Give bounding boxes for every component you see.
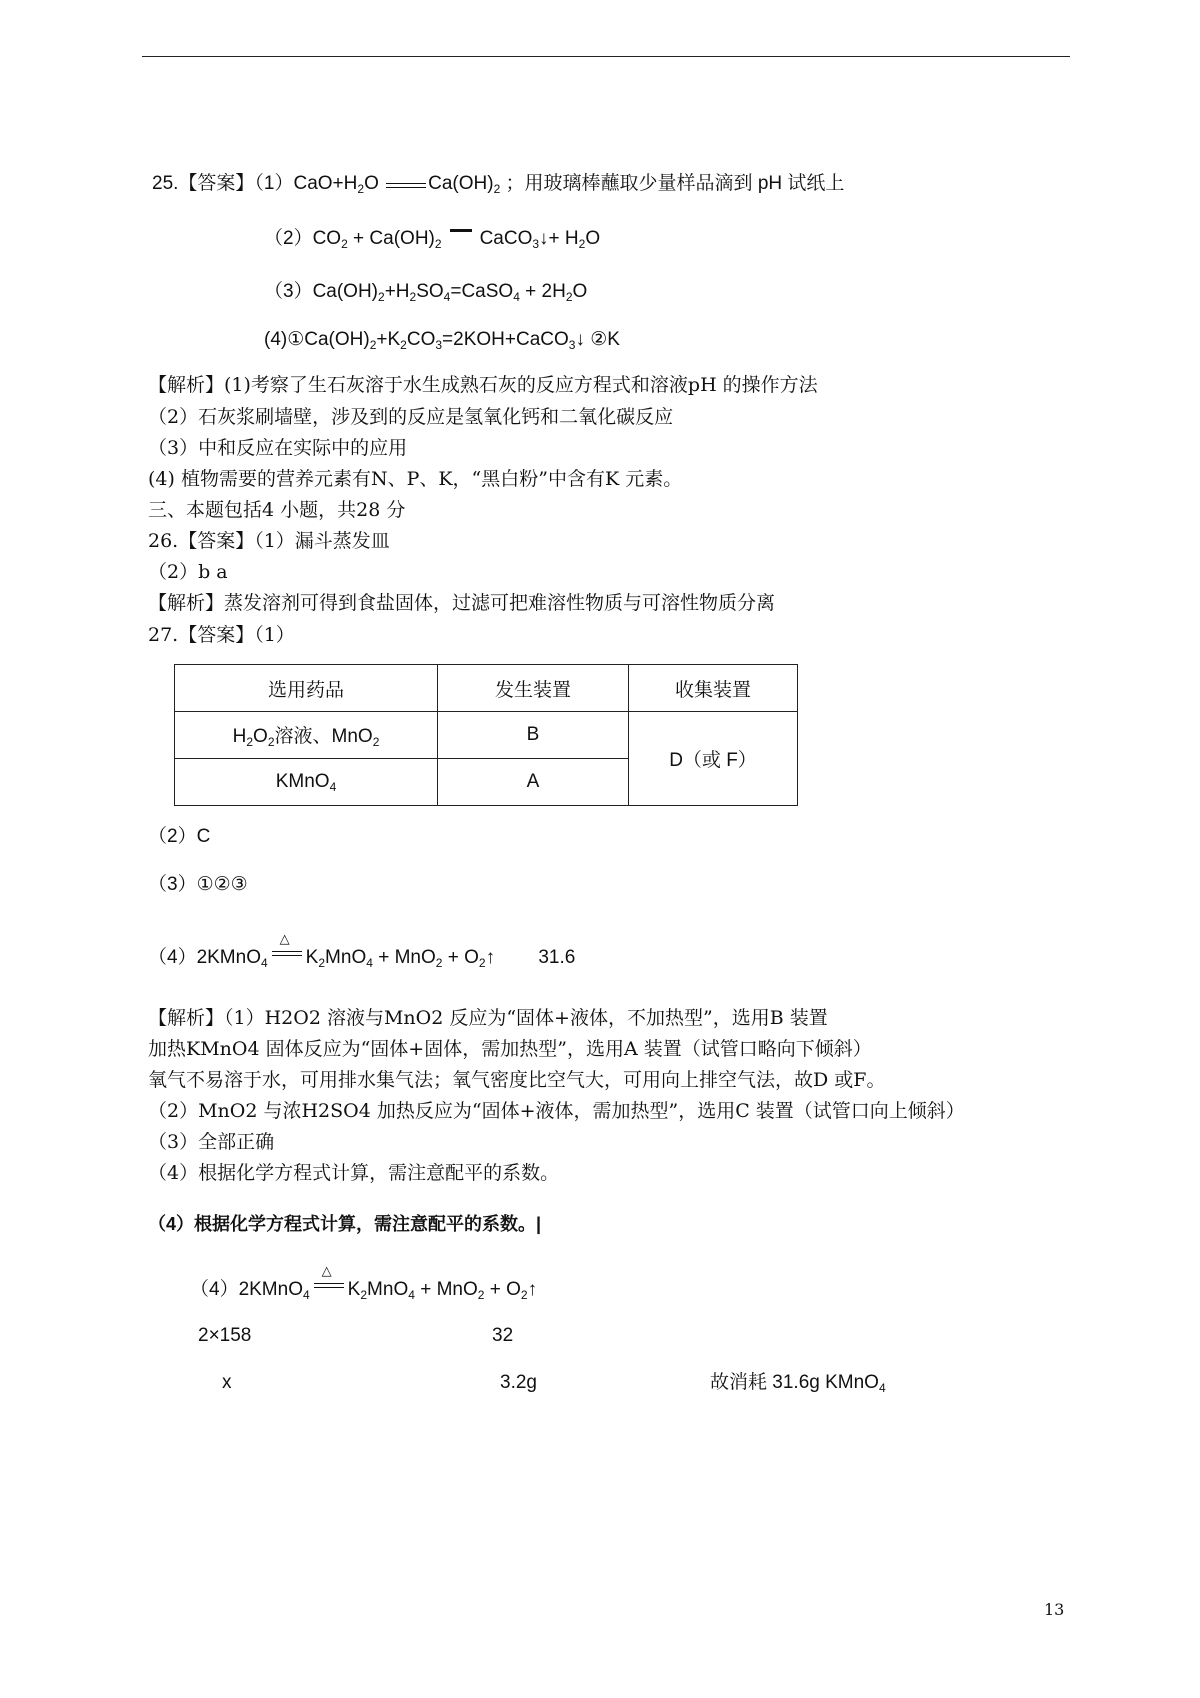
calc-title: （4）根据化学方程式计算，需注意配平的系数。| [148,1214,542,1234]
q27-analysis-6: （4）根据化学方程式计算，需注意配平的系数。 [148,1162,560,1184]
q25-analysis-3: （3）中和反应在实际中的应用 [148,437,408,459]
table-header-generator: 发生装置 [438,665,629,712]
table-cell-device-a: A [438,759,629,806]
q26-analysis: 【解析】蒸发溶剂可得到食盐固体，过滤可把难溶性物质与可溶性物质分离 [148,592,776,614]
header-rule [142,56,1070,57]
q27-answer-3: （3）①②③ [148,874,248,895]
q27-analysis-1: 【解析】（1）H2O2 溶液与MnO2 反应为“固体+液体，不加热型”，选用B 装置 [148,1007,828,1029]
q26-answer-1: 26.【答案】（1）漏斗蒸发皿 [148,530,390,552]
q27-analysis-5: （3）全部正确 [148,1131,275,1153]
equals-sign [386,183,426,184]
q25-answer-line2: $(2)CO_2 + Ca(OH)_2$ CaCO$_3$↓+ $H_2O$ [264,228,601,251]
q25-answer-line3: $(3)Ca(OH)_2+H_2SO_4=CaSO_4 + 2H_2O$ [264,281,588,304]
table-cell-drug-h2o2: $H_2O_2$溶液、MnO$_2$ [175,712,438,759]
table-row [175,712,798,759]
calc-equation: （4）2KMnO$_4$ △ $K_2MnO_4 + MnO_2$ + $O_2↑$ [190,1263,538,1302]
q27-answer-2: （2）C [148,826,211,847]
section-three-heading: 三、本题包括4 小题，共28 分 [148,499,406,521]
q27-answer-4: （4）2KMnO$_4$ △ $K_2MnO_4 + MnO_2$ + $O_2↑$ 31.6 [148,931,576,970]
q27-answer-table [174,664,798,806]
q25-analysis-1: 【解析】(1)考察了生石灰溶于水生成熟石灰的反应方程式和溶液pH 的操作方法 [148,374,818,396]
heating-condition-sign: △ [314,1279,344,1297]
q25-answer-line4: $(4)①Ca(OH)_2+K_2CO_3=2KOH+CaCO_3↓$ ②K [264,329,620,352]
table-header-drug: 选用药品 [175,665,438,712]
q25-analysis-2: （2）石灰浆刷墙壁，涉及到的反应是氢氧化钙和二氧化碳反应 [148,406,674,428]
equals-sign [450,229,472,238]
table-cell-collect: D（或 F） [629,712,798,806]
q26-answer-2: （2）b a [148,561,228,583]
calc-coefficient: 2×158 [198,1325,252,1346]
table-header-collector: 收集装置 [629,665,798,712]
table-header-row [175,665,798,712]
q27-answer-head: 27.【答案】（1） [148,624,295,646]
q25-answer-line1: 25.【答案】$(1)CaO+H_2O$ $Ca(OH)_2$ ；用玻璃棒蘸取少量样品滴到 pH 试纸上 [152,173,845,196]
calc-conclusion: 故消耗 31.6g KMnO$_4$ [710,1372,886,1395]
q27-analysis-3: 氧气不易溶于水，可用排水集气法；氧气密度比空气大，可用向上排空气法，故D 或F。 [148,1069,886,1091]
table-cell-drug-kmno4: KMnO$_4$ [175,759,438,806]
page-number: 13 [1044,1600,1065,1619]
calc-unknown: x [222,1372,232,1393]
heating-condition-sign: △ [272,947,302,965]
table-cell-device-b: B [438,712,629,759]
calc-given-mass: 3.2g [500,1372,537,1393]
q27-analysis-4: （2）MnO2 与浓H2SO4 加热反应为“固体+液体，需加热型”，选用C 装置（试管口向上倾斜） [148,1100,965,1122]
q27-analysis-2: 加热KMnO4 固体反应为“固体+固体，需加热型”，选用A 装置（试管口略向下倾斜） [148,1038,872,1060]
answer-value: 31.6 [538,947,576,968]
calc-o2-mass: 32 [492,1325,514,1346]
q25-analysis-4: (4) 植物需要的营养元素有N、P、K，“黑白粉”中含有K 元素。 [148,468,683,490]
